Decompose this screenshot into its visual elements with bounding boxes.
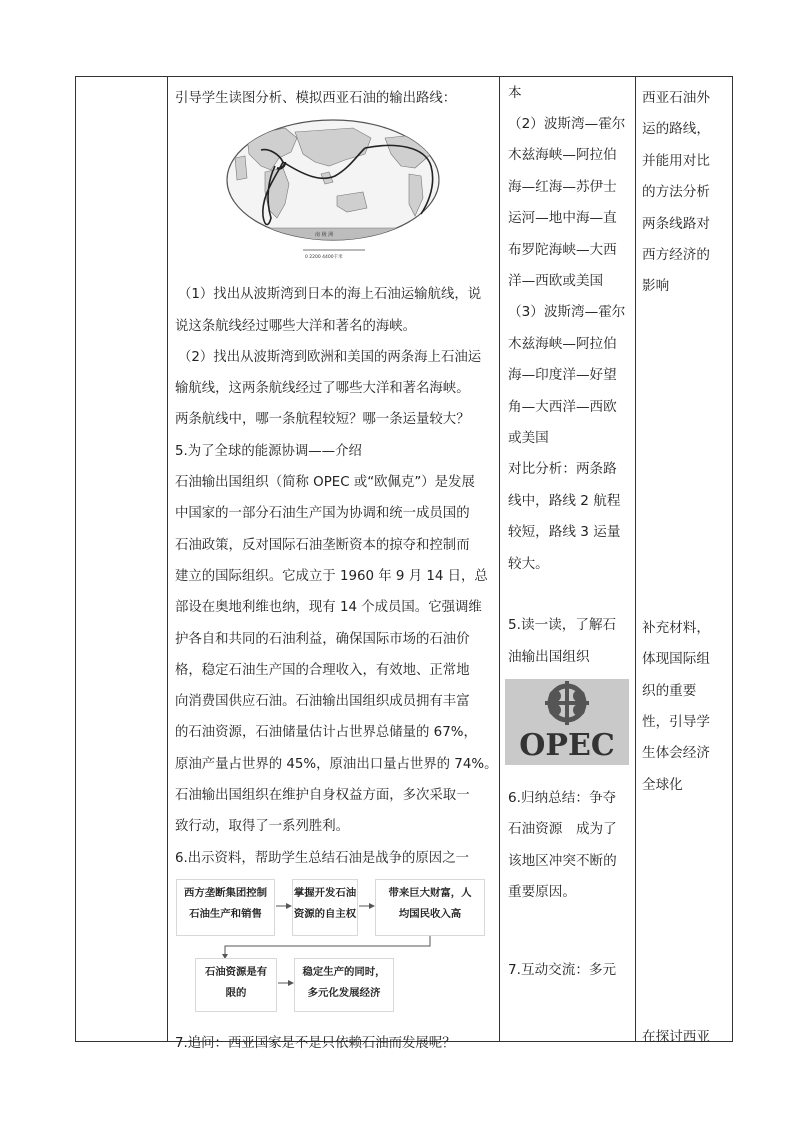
- student-activity-column: [500, 77, 635, 1041]
- student-line: 油输出国组织: [508, 648, 590, 665]
- student-line: 线中，路线 2 航程: [508, 492, 621, 509]
- purpose-line: 两条线路对: [642, 215, 710, 232]
- flow-box-text: 资源的自主权: [293, 907, 357, 920]
- flow-box-wealth: [375, 879, 485, 936]
- opec-paragraph-line: 格，稳定石油生产国的合理收入，有效地、正常地: [175, 662, 470, 678]
- opec-paragraph-line: 石油输出国组织在维护自身权益方面，多次采取一: [175, 788, 470, 804]
- student-line: 海—印度洋—好望: [508, 367, 617, 384]
- opec-paragraph-line: 中国家的一部分石油生产国为协调和统一成员国的: [175, 506, 470, 522]
- cause-flow-diagram: [175, 878, 495, 1028]
- opec-logo-text: OPEC: [519, 727, 615, 763]
- flow-box-text: 限的: [225, 986, 247, 999]
- flow-box-limited-resources: [195, 958, 277, 1012]
- purpose-line: 的方法分析: [642, 184, 710, 201]
- section-6-title: 6.出示资料，帮助学生总结石油是战争的原因之一: [175, 850, 469, 866]
- student-line: 木兹海峡—阿拉伯: [508, 147, 617, 164]
- student-line: 布罗陀海峡—大西: [508, 241, 617, 258]
- student-line: 6.归纳总结：争夺: [508, 789, 617, 806]
- flow-box-text: 均国民收入高: [398, 907, 462, 920]
- section-5-title: 5.为了全球的能源协调——介绍: [175, 443, 362, 459]
- oil-route-map: [225, 118, 441, 263]
- flow-box-western-control: [176, 879, 275, 936]
- opec-paragraph-line: 建立的国际组织。它成立于 1960 年 9 月 14 日，总: [175, 568, 488, 584]
- flow-box-sovereignty: [292, 879, 358, 936]
- purpose-line: 性，引导学: [642, 714, 710, 731]
- question-1-line: 说这条航线经过哪些大洋和著名的海峡。: [175, 318, 417, 334]
- purpose-line: 在探讨西亚: [642, 1029, 710, 1046]
- student-line: 7.互动交流：多元: [508, 961, 617, 978]
- opec-paragraph-line: 部设在奥地利维也纳，现有 14 个成员国。它强调维: [175, 600, 482, 616]
- purpose-line: 影响: [642, 278, 670, 295]
- student-line: 5.读一读，了解石: [508, 617, 617, 634]
- purpose-line: 体现国际组: [642, 651, 710, 668]
- purpose-line: 西亚石油外: [642, 90, 710, 106]
- opec-paragraph-line: 原油产量占世界的 45%，原油出口量占世界的 74%。: [175, 756, 498, 772]
- opec-paragraph-line: 石油政策，反对国际石油垄断资本的掠夺和控制而: [175, 537, 470, 553]
- world-map-figure: [225, 118, 441, 263]
- student-line: 海—红海—苏伊士: [508, 178, 617, 195]
- purpose-line: 并能用对比: [642, 152, 710, 169]
- student-line: 运河—地中海—直: [508, 210, 617, 227]
- question-1-line: （1）找出从波斯湾到日本的海上石油运输航线，说: [178, 287, 482, 303]
- purpose-line: 运的路线，: [642, 121, 710, 138]
- purpose-line: 织的重要: [642, 682, 697, 699]
- opec-paragraph-line: 向消费国供应石油。石油输出国组织成员拥有丰富: [175, 694, 470, 710]
- opec-paragraph-line: 的石油资源，石油储量估计占世界总储量的 67%，: [175, 725, 477, 741]
- intro-text: 引导学生读图分析、模拟西亚石油的输出路线：: [175, 91, 457, 106]
- map-label-antarctica: 南 极 洲: [315, 232, 334, 239]
- question-2-line: 两条航线中，哪一条航程较短？哪一条运量较大？: [175, 412, 470, 428]
- flow-box-text: 石油生产和销售: [189, 907, 262, 920]
- flow-box-text: 西方垄断集团控制: [183, 886, 268, 899]
- opec-logo: [505, 679, 629, 765]
- student-line: 对比分析：两条路: [508, 461, 617, 478]
- flow-box-text: 带来巨大财富，人: [388, 886, 472, 899]
- flow-box-text: 掌握开发石油: [293, 886, 357, 899]
- opec-paragraph-line: 致行动，取得了一系列胜利。: [175, 819, 350, 835]
- purpose-line: 全球化: [642, 776, 683, 793]
- purpose-line: 西方经济的: [642, 247, 710, 264]
- purpose-line: 补充材料，: [642, 619, 710, 636]
- student-line: 石油资源 成为了: [508, 821, 617, 838]
- empty-column: [76, 77, 167, 1041]
- map-scale: 0 2200 4400千米: [305, 255, 343, 261]
- flow-box-text: 石油资源是有: [204, 965, 268, 978]
- student-line: 较大。: [508, 555, 549, 572]
- student-line: 洋—西欧或美国: [508, 273, 604, 290]
- student-line: （2）波斯湾—霍尔: [508, 116, 626, 132]
- opec-paragraph-line: 护各自和共同的石油利益，确保国际市场的石油价: [175, 631, 470, 647]
- teacher-activity-column: [168, 77, 499, 1051]
- design-purpose-column: [636, 77, 733, 1046]
- opec-paragraph-line: 石油输出国组织（简称 OPEC 或“欧佩克”）是发展: [175, 475, 475, 491]
- student-line: 重要原因。: [508, 884, 576, 901]
- flow-box-text: 稳定生产的同时，: [302, 965, 386, 978]
- student-line: 较短，路线 3 运量: [508, 524, 621, 541]
- opec-logo-image: [505, 679, 629, 765]
- flow-box-diversify: [294, 958, 394, 1012]
- student-line: 角—大西洋—西欧: [508, 398, 617, 415]
- student-line: （3）波斯湾—霍尔: [508, 304, 626, 321]
- purpose-line: 生体会经济: [642, 745, 710, 762]
- lesson-table: [75, 76, 733, 1051]
- flow-box-text: 多元化发展经济: [307, 986, 381, 999]
- student-line: 或美国: [508, 430, 549, 447]
- section-7-title: 7.追问：西亚国家是不是只依赖石油而发展呢？: [175, 1035, 456, 1051]
- question-2-line: 输航线，这两条航线经过了哪些大洋和著名海峡。: [175, 381, 470, 397]
- student-line: 木兹海峡—阿拉伯: [508, 335, 617, 352]
- student-line: 该地区冲突不断的: [508, 852, 617, 869]
- question-2-line: （2）找出从波斯湾到欧洲和美国的两条海上石油运: [178, 349, 482, 365]
- student-line: 本: [508, 85, 522, 101]
